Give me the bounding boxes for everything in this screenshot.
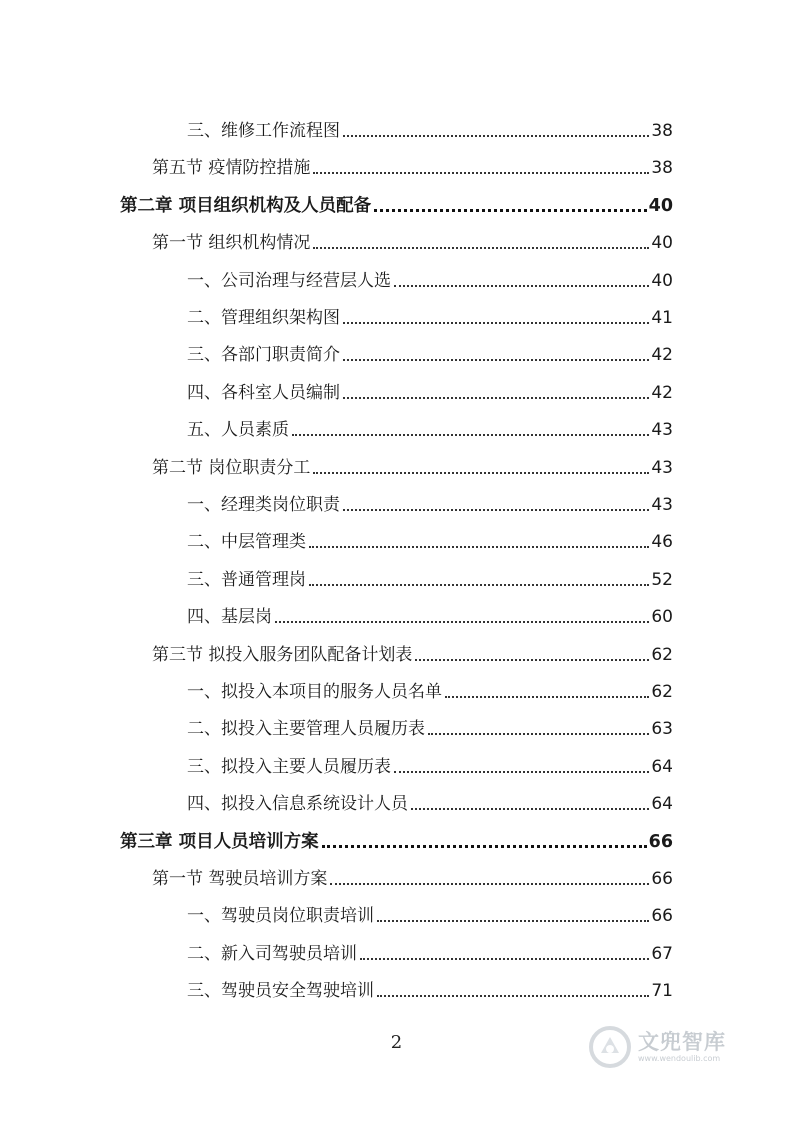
toc-entry[interactable]: [187, 415, 673, 441]
toc-leader-dots: [343, 359, 649, 361]
toc-entry-page: 43: [651, 420, 673, 441]
watermark: [588, 1022, 758, 1072]
toc-entry-page: 64: [651, 794, 673, 815]
toc-leader-dots: [309, 546, 649, 548]
toc-entry-label: 三、各部门职责简介: [187, 345, 340, 366]
toc-entry[interactable]: [187, 789, 673, 815]
toc-entry-page: 71: [651, 981, 673, 1002]
toc-entry[interactable]: [187, 266, 673, 292]
toc-leader-dots: [374, 209, 647, 212]
watermark-text: [638, 1030, 726, 1064]
toc-leader-dots: [343, 397, 649, 399]
toc-entry[interactable]: [187, 976, 673, 1002]
toc-entry[interactable]: [152, 228, 673, 254]
toc-leader-dots: [275, 621, 649, 623]
toc-leader-dots: [411, 808, 649, 810]
toc-entry-label: 二、拟投入主要管理人员履历表: [187, 719, 425, 740]
toc-leader-dots: [377, 920, 649, 922]
toc-entry[interactable]: [187, 490, 673, 516]
toc-entry[interactable]: [187, 714, 673, 740]
page-number: 2: [390, 1032, 403, 1053]
toc-entry-page: 63: [651, 719, 673, 740]
toc-leader-dots: [313, 172, 649, 174]
toc-entry[interactable]: [187, 116, 673, 142]
toc-entry-page: 46: [651, 532, 673, 553]
toc-entry[interactable]: [120, 827, 673, 853]
toc-entry-page: 43: [651, 457, 673, 478]
toc-leader-dots: [343, 135, 649, 137]
toc-entry-label: 三、拟投入主要人员履历表: [187, 756, 391, 777]
toc-entry-label: 三、驾驶员安全驾驶培训: [187, 981, 374, 1002]
toc-entry-page: 60: [651, 607, 673, 628]
toc-entry-label: 第一节 组织机构情况: [152, 233, 311, 254]
toc-entry-label: 三、维修工作流程图: [187, 121, 340, 141]
toc-entry-label: 二、新入司驾驶员培训: [187, 943, 357, 964]
toc-entry-page: 62: [651, 682, 673, 702]
toc-entry-label: 一、经理类岗位职责: [187, 495, 340, 515]
toc-entry-page: 66: [651, 869, 673, 889]
toc-leader-dots: [330, 883, 649, 885]
toc-leader-dots: [415, 659, 649, 661]
toc-leader-dots: [377, 995, 649, 997]
toc-entry[interactable]: [187, 527, 673, 553]
toc-entry-page: 52: [651, 569, 673, 590]
toc-entry[interactable]: [187, 901, 673, 927]
toc-leader-dots: [394, 771, 649, 773]
toc-entry-page: 40: [651, 270, 673, 291]
toc-entry-page: 67: [651, 943, 673, 964]
toc-entry-label: 四、各科室人员编制: [187, 382, 340, 403]
toc-entry-label: 第二节 岗位职责分工: [152, 457, 311, 478]
toc-entry[interactable]: [187, 677, 673, 703]
toc-leader-dots: [313, 247, 649, 249]
toc-entry-label: 第一节 驾驶员培训方案: [152, 869, 328, 889]
toc-entry-page: 38: [651, 158, 673, 179]
toc-entry[interactable]: [187, 340, 673, 366]
toc-entry-page: 41: [651, 308, 673, 328]
watermark-url: www.wendoulib.com: [638, 1054, 721, 1063]
toc-entry-page: 66: [651, 906, 673, 927]
toc-entry-label: 第二章 项目组织机构及人员配备: [120, 195, 372, 216]
toc-entry-label: 第三节 拟投入服务团队配备计划表: [152, 644, 413, 665]
toc-leader-dots: [343, 322, 649, 324]
toc-entry[interactable]: [152, 453, 673, 479]
toc-entry[interactable]: [187, 939, 673, 965]
toc-entry-page: 40: [648, 195, 673, 216]
toc-entry-page: 40: [651, 233, 673, 254]
toc-entry-label: 一、公司治理与经营层人选: [187, 270, 391, 291]
toc-leader-dots: [343, 509, 649, 511]
watermark-logo-icon: [588, 1025, 632, 1069]
toc-entry-page: 38: [651, 121, 673, 141]
toc-entry-page: 66: [648, 831, 673, 852]
toc-leader-dots: [394, 285, 649, 287]
toc-leader-dots: [309, 584, 649, 586]
toc-entry-label: 第五节 疫情防控措施: [152, 158, 311, 179]
toc-entry-page: 64: [651, 756, 673, 777]
toc-leader-dots: [360, 958, 649, 960]
toc-entry[interactable]: [152, 640, 673, 666]
toc-entry-label: 二、管理组织架构图: [187, 308, 340, 328]
toc-entry-page: 42: [651, 382, 673, 403]
toc-entry-page: 62: [651, 644, 673, 665]
toc-entry-label: 三、普通管理岗: [187, 569, 306, 590]
toc-entry-label: 一、拟投入本项目的服务人员名单: [187, 682, 442, 702]
toc-entry-label: 第三章 项目人员培训方案: [120, 831, 319, 852]
toc-entry[interactable]: [120, 191, 673, 217]
watermark-title: 文兜智库: [638, 1030, 726, 1054]
toc-entry[interactable]: [152, 153, 673, 179]
toc-entry-page: 43: [651, 495, 673, 515]
toc-entry-label: 四、拟投入信息系统设计人员: [187, 794, 408, 815]
toc-entry-page: 42: [651, 345, 673, 366]
toc-entry[interactable]: [187, 303, 673, 329]
toc-leader-dots: [313, 472, 649, 474]
toc-entry-label: 四、基层岗: [187, 607, 272, 628]
toc-entry[interactable]: [152, 864, 673, 890]
toc-leader-dots: [292, 434, 649, 436]
toc-entry-label: 一、驾驶员岗位职责培训: [187, 906, 374, 927]
toc-leader-dots: [428, 733, 649, 735]
toc-entry-label: 二、中层管理类: [187, 532, 306, 553]
toc-entry-label: 五、人员素质: [187, 420, 289, 441]
toc-entry[interactable]: [187, 602, 673, 628]
toc-leader-dots: [445, 696, 649, 698]
toc-entry[interactable]: [187, 752, 673, 778]
toc-entry[interactable]: [187, 565, 673, 591]
toc-entry[interactable]: [187, 378, 673, 404]
toc-leader-dots: [322, 845, 647, 848]
